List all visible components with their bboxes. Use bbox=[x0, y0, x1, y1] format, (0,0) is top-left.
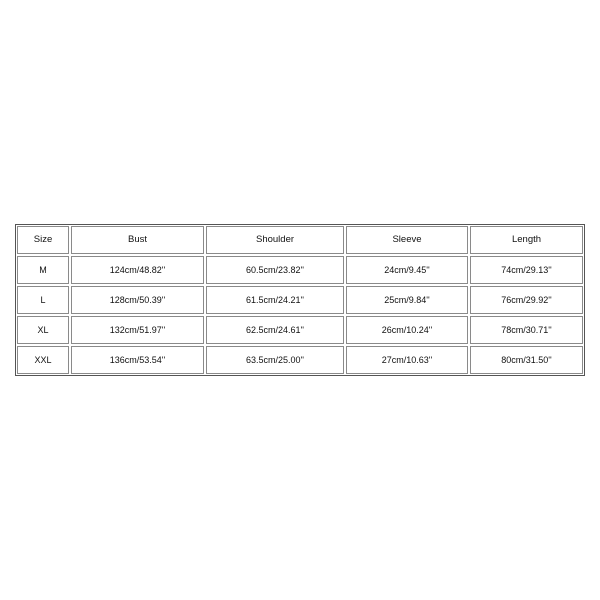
cell-sleeve: 24cm/9.45'' bbox=[346, 256, 468, 284]
cell-bust: 128cm/50.39'' bbox=[71, 286, 204, 314]
header-sleeve: Sleeve bbox=[346, 226, 468, 254]
cell-sleeve: 27cm/10.63'' bbox=[346, 346, 468, 374]
header-length: Length bbox=[470, 226, 583, 254]
header-size: Size bbox=[17, 226, 69, 254]
cell-length: 78cm/30.71'' bbox=[470, 316, 583, 344]
cell-length: 76cm/29.92'' bbox=[470, 286, 583, 314]
cell-bust: 136cm/53.54'' bbox=[71, 346, 204, 374]
cell-length: 74cm/29.13'' bbox=[470, 256, 583, 284]
cell-bust: 132cm/51.97'' bbox=[71, 316, 204, 344]
cell-shoulder: 63.5cm/25.00'' bbox=[206, 346, 344, 374]
cell-shoulder: 60.5cm/23.82'' bbox=[206, 256, 344, 284]
size-chart-table bbox=[15, 224, 585, 376]
cell-sleeve: 26cm/10.24'' bbox=[346, 316, 468, 344]
cell-size: XXL bbox=[17, 346, 69, 374]
cell-size: XL bbox=[17, 316, 69, 344]
cell-sleeve: 25cm/9.84'' bbox=[346, 286, 468, 314]
header-shoulder: Shoulder bbox=[206, 226, 344, 254]
header-bust: Bust bbox=[71, 226, 204, 254]
cell-size: M bbox=[17, 256, 69, 284]
cell-bust: 124cm/48.82'' bbox=[71, 256, 204, 284]
cell-shoulder: 62.5cm/24.61'' bbox=[206, 316, 344, 344]
cell-shoulder: 61.5cm/24.21'' bbox=[206, 286, 344, 314]
cell-size: L bbox=[17, 286, 69, 314]
cell-length: 80cm/31.50'' bbox=[470, 346, 583, 374]
